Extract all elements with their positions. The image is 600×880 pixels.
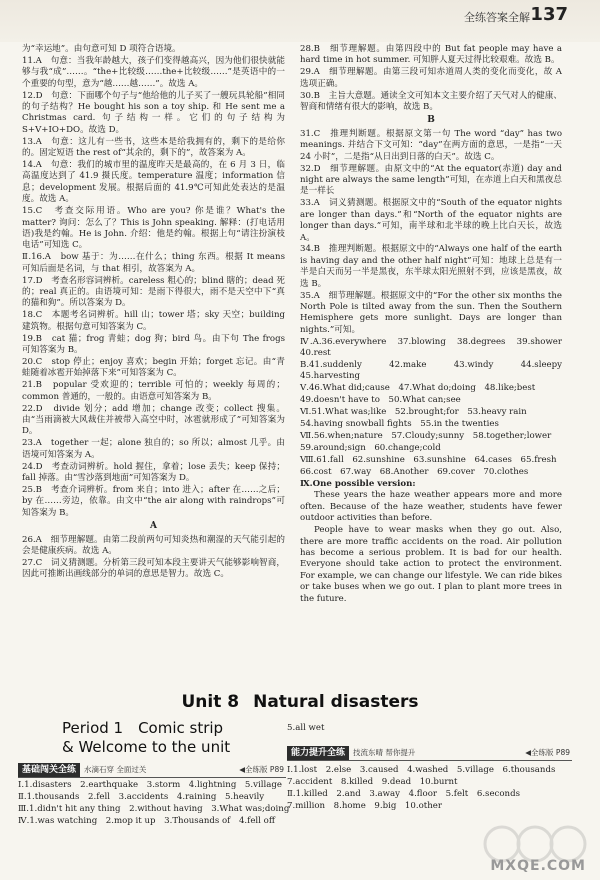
- basic-section-slogan: 水滴石穿 全面过关: [84, 765, 147, 774]
- ability-answer-line: Ⅱ.1.killed 2.and 3.away 4.floor 5.felt 6.seconds: [287, 789, 520, 799]
- answer-item: 32.D 细节理解题。由原文中的“At the equator(赤道) day and night are always the same length”可知，在赤道上白天和黑夜总是一样长: [300, 163, 562, 197]
- answer-item: 30.B 主旨大意题。通读全文可知本文主要介绍了天气对人的健康、智商和情绪有很大的影响，故选 B。: [300, 90, 562, 113]
- header-title: 全练答案全解: [464, 11, 530, 24]
- answer-item: Ⅴ.46.What did;cause 47.What do;doing 48.like;best: [300, 383, 536, 394]
- essay-paragraph: People have to wear masks when they go out. Also, there are more traffic accidents on the road. Air pollution has become a serious problem. It is bad for our health. Everyone should take action to protect the environment. For example, we can change our lifestyle. We can ride bikes or take buses when we go out. I plan to plant more trees in the future.: [300, 525, 562, 604]
- answer-item: Ⅵ.51.What was;like 52.brought;for 53.heavy rain: [300, 407, 527, 418]
- answer-item: 59.around;sign 60.change;cold: [300, 442, 441, 453]
- answer-item: Ⅸ.One possible version:: [300, 478, 416, 489]
- section-letter: B: [427, 115, 435, 126]
- section-letter: A: [150, 521, 157, 532]
- answer-item: Ⅶ.56.when;nature 57.Cloudy;sunny 58.together;lower: [300, 430, 552, 441]
- basic-answer-line: Ⅲ.1.didn't hit any thing 2.without having 3.What was;doing: [18, 804, 290, 814]
- left-answer-column: [22, 44, 285, 684]
- answer-item: 33.A 词义猜测题。根据原文中的“South of the equator nights are longer than days.”和“North of the equator nights are longer than days.”可知，南半球和北半球的晚上比白天长，故选 A。: [300, 198, 562, 243]
- ability-answer-line: Ⅰ.1.lost 2.else 3.caused 4.washed 5.village 6.thousands: [287, 765, 556, 775]
- ability-section-header: [287, 746, 572, 761]
- answer-item: 31.C 推理判断题。根据原文第一句 The word “day” has two meanings. 并结合下文可知：“day”在两方面的意思，一是指“一天 24 小时”，二是指“从日出到日落的白天”。故选 C。: [300, 128, 562, 162]
- answer-item: 12.D 句意：下面哪个句子与“他给他的儿子买了一艘玩具轮船”相同的句子结构？He bought his son a toy ship. 和 He sent me a Christmas card. 句子结构一样。它们的句子结构为 S+V+IO+DO。故选 D。: [22, 90, 285, 135]
- basic-section-badge: 基础闯关全练: [18, 763, 80, 777]
- ability-answer-line: 7.million 8.home 9.big 10.other: [287, 801, 442, 811]
- answer-item: 17.D 考查名形容词辨析。careless 粗心的；blind 瞎的；dead 死的；real 真正的。由语境可知：是雨下得很大，雨不是天空中下“真的猫和狗”。所以答案为 D。: [22, 275, 285, 309]
- extra-answer: 5.all wet: [287, 723, 325, 733]
- basic-answer-line: Ⅰ.1.disasters 2.earthquake 3.storm 4.lightning 5.village: [18, 780, 282, 790]
- answer-item: B.41.suddenly 42.make 43.windy 44.sleepy 45.harvesting: [300, 359, 571, 382]
- unit-number: Unit 8: [181, 692, 240, 712]
- basic-section-answers: [18, 779, 289, 827]
- answer-item: 35.A 细节理解题。根据原文中的“For the other six months the North Pole is tilted away from the sun. Then the Southern Hemisphere gets more sunlight. Days are longer than nights.”可知。: [300, 290, 562, 335]
- essay-paragraph: These years the haze weather appears more and more often. Because of the haze weather, students have fewer outdoor activities than before.: [300, 490, 562, 524]
- answer-item: Ⅳ.A.36.everywhere 37.blowing 38.degrees 39.shower 40.rest: [300, 336, 571, 359]
- basic-section-ref: ◀全练版 P89: [239, 765, 284, 774]
- ability-section-badge: 能力提升全练: [287, 746, 349, 760]
- answer-item: 23.A together 一起；alone 独自的；so 所以；almost 几乎。由语境可知答案为 A。: [22, 438, 285, 460]
- answer-item: 24.D 考查动词辨析。hold 握住，拿着；lose 丢失；keep 保持；fall 掉落。由“雪沙落到地面”可知答案为 D。: [22, 461, 285, 484]
- basic-answer-line: Ⅱ.1.thousands 2.fell 3.accidents 4.raining 5.heavily: [18, 792, 265, 802]
- answer-item: 28.B 细节理解题。由第四段中的 But fat people may have a hard time in hot summer. 可知胖人夏天过得比较艰难。故选 B。: [300, 44, 562, 66]
- answer-item: 49.doesn't have to 50.What can;see: [300, 395, 461, 406]
- answer-item: 19.B cat 猫；frog 青蛙；dog 狗；bird 鸟。由下句 The frogs 可知答案为 B。: [22, 333, 285, 356]
- answer-item: 21.B popular 受欢迎的；terrible 可怕的；weekly 每周的；common 普通的，一般的。由语意可知答案为 B。: [22, 380, 285, 402]
- unit-name: Natural disasters: [253, 692, 419, 712]
- answer-item: 29.A 细节理解题。由第三段可知赤道周人类的变化而变化，故 A 选项正确。: [300, 67, 562, 89]
- answer-item: 22.D divide 划分；add 增加；change 改变；collect 搜集。由“当雨滴被大风裁住并被带入高空中时，冰雹就形成了”可知答案为 D。: [22, 403, 285, 437]
- answer-item: 26.A 细节理解题。由第二段前两句可知炎热和潮湿的天气能引起的会是健康疾病。故选 A。: [22, 534, 285, 556]
- period-title: [62, 719, 282, 757]
- period-title-line1: Period 1 Comic strip: [62, 719, 224, 737]
- page-number: 137: [530, 4, 568, 25]
- answer-item: 11.A 句意：当我年龄越大，孩子们变得越高兴，因为他们很快就能够与我“成”……。“the+比较级……the+比较级……”是英语中的一个重要的句型，意为“越……越……”。故选 A。: [22, 55, 285, 89]
- ability-section-slogan: 技流东晴 帮你提升: [353, 748, 416, 757]
- answer-item: 13.A 句意：这儿有一些书，这些本是给我拥有的，剩下的是给你的。固定短语 the rest of“其余的，剩下的”，故答案为 A。: [22, 136, 285, 159]
- period-title-line2: & Welcome to the unit: [62, 738, 231, 756]
- answer-item: 34.B 推理判断题。根据原文中的“Always one half of the earth is having day and the other half night”可知：地球上总是有一半是白天而另一半是黑夜，东半球太阳光照射不到，应该是黑夜，故选 B。: [300, 244, 562, 289]
- watermark-text: MXQE.COM: [490, 858, 586, 874]
- ability-section-ref: ◀全练版 P89: [525, 748, 570, 757]
- unit-heading: [0, 690, 600, 716]
- answer-item: 54.having snowball fights 55.in the twenties: [300, 419, 499, 429]
- ability-section-answers: [287, 764, 555, 812]
- ability-answer-line: 7.accident 8.killed 9.dead 10.burnt: [287, 777, 458, 787]
- answer-item: 为“幸运地”。由句意可知 D 项符合语境。: [22, 44, 181, 54]
- page-header: [0, 0, 600, 42]
- answer-item: 20.C stop 停止；enjoy 喜欢；begin 开始；forget 忘记。由“青蛙随着冰雹开始掉落下来”可知答案为 C。: [22, 356, 285, 379]
- right-answer-column: [300, 44, 571, 684]
- answer-item: 27.C 词义猜测题。分析第三段可知本段主要讲天气能够影响智商，因此可推断出画线部分的单词的意思是智力。故选 C。: [22, 557, 285, 580]
- answer-item: Ⅷ.61.fall 62.sunshine 63.sunshine 64.cases 65.fresh: [300, 454, 557, 465]
- answer-item: 66.cost 67.way 68.Another 69.cover 70.clothes: [300, 466, 529, 477]
- answer-item: 18.C 本题考名词辨析。hill 山；tower 塔；sky 天空；building 建筑物。根据句意可知答案为 C。: [22, 310, 285, 332]
- answer-item: 25.B 考查介词辨析。from 来自；into 进入；after 在……之后；by 在……旁边，依靠。由文中“the air along with raindrops”可知答案为 B。: [22, 484, 285, 518]
- answer-item: 15.C 考查交际用语。Who are you? 你是谁？What's the matter? 询问：怎么了？This is John speaking. 解释：(打电话用语)我是约翰。He is John. 介绍：他是约翰。根据上句“请注扮演枝电话”可知选 C。: [22, 206, 285, 251]
- answer-item: Ⅱ.16.A bow 基于：为……在什么；thing 东西。根据 It means 可知后面是名词，与 that 相引，故答案为 A。: [22, 252, 285, 274]
- answer-item: 14.A 句意：我们的城市里的温度昨天是最高的，在 6 月 3 日，临高温度达到了 41.9 摄氏度。temperature 温度；information 信息；development 发展。根据后面的 41.9℃可知此处表达的是温度。故选 A。: [22, 160, 285, 205]
- basic-answer-line: Ⅳ.1.was watching 2.mop it up 3.Thousands of 4.fell off: [18, 816, 275, 826]
- basic-section-header: [18, 763, 286, 778]
